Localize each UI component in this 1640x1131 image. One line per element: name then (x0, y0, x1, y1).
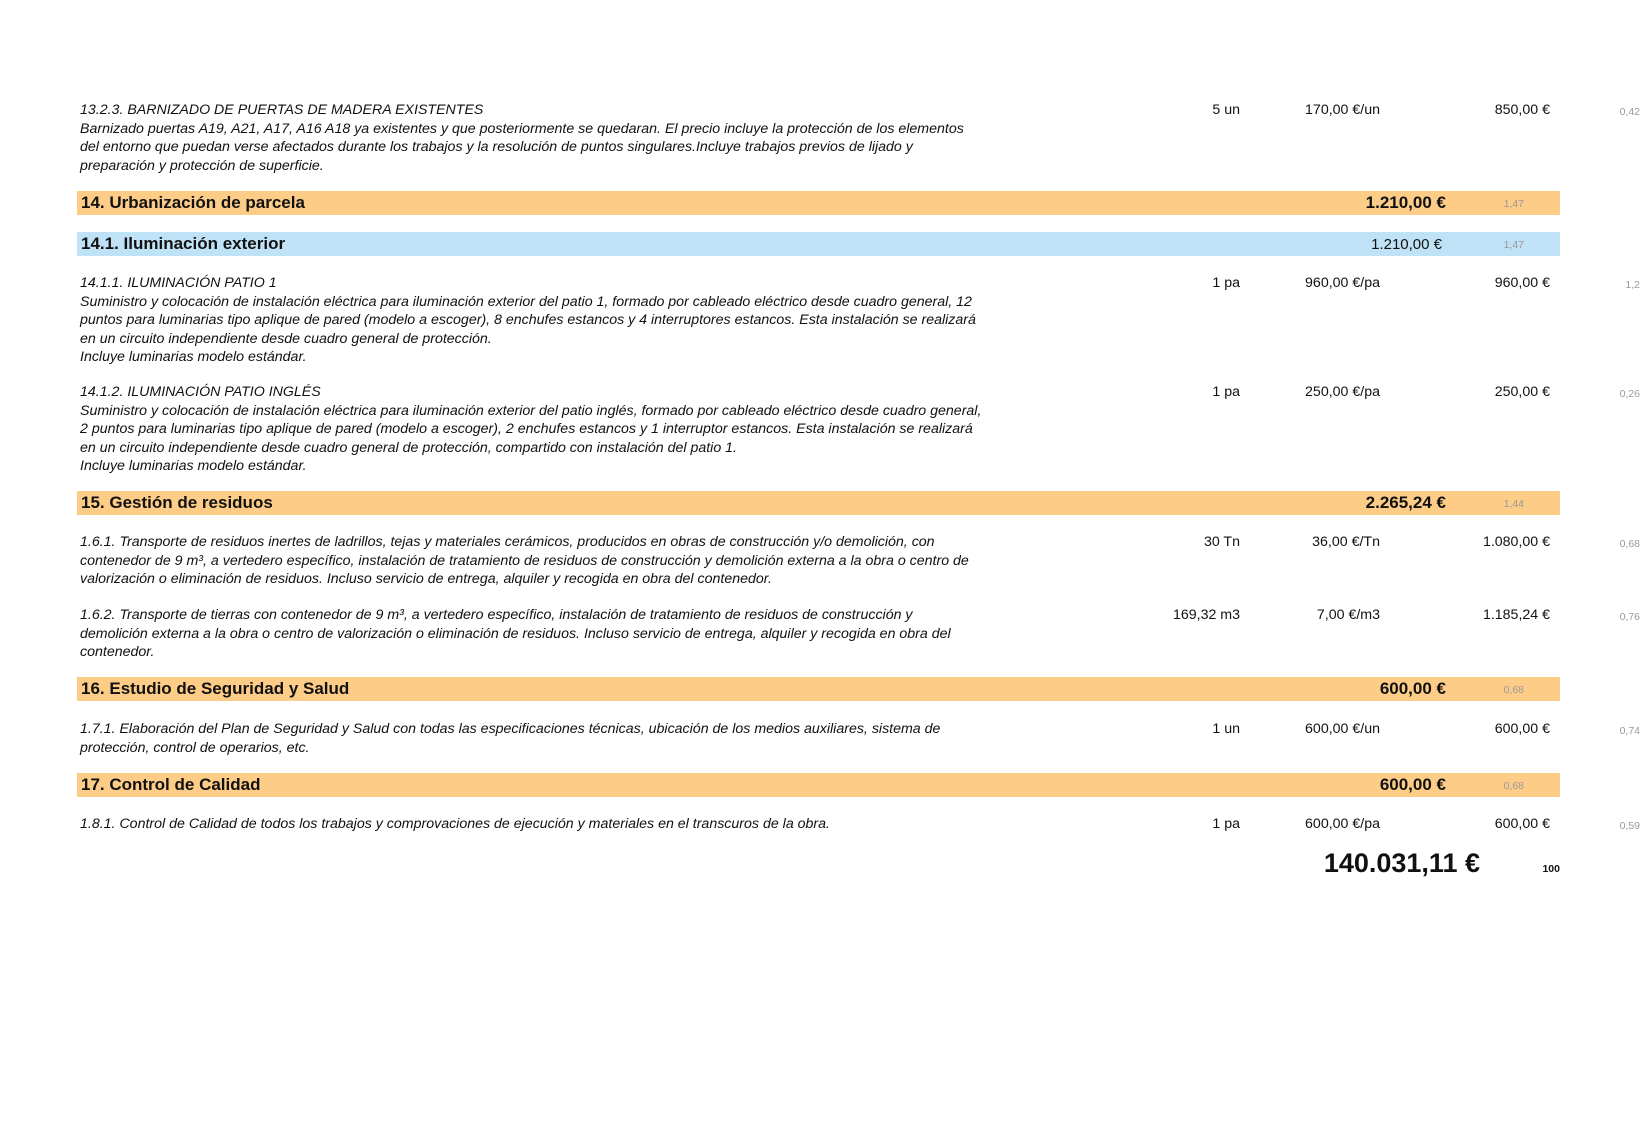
item-body: Suministro y colocación de instalación eléctrica para iluminación exterior del patio 1, formado por cableado eléctrico desde cuadro general, 12 puntos para luminarias tipo aplique de pared (modelo a escoger), 8 enchufes estancos y 4 interruptores estancos. Esta instalación se realizará en un circuito independiente desde cuadro general de protección. Incluye luminarias modelo estándar. (80, 293, 976, 365)
item-percent: 0,74 (1619, 725, 1640, 737)
budget-item (80, 606, 1640, 666)
budget-item (80, 274, 1640, 370)
item-amount: 850,00 € (1494, 102, 1550, 118)
item-unit-price: 170,00 €/un (1305, 102, 1380, 118)
item-quantity: 1 pa (1212, 816, 1240, 832)
section-percent: 1,44 (1503, 498, 1524, 510)
item-body: 1.6.1. Transporte de residuos inertes de ladrillos, tejas y materiales cerámicos, producidos en obras de construcción y/o demolición, con contenedor de 9 m³, a vertedero específico, instalación de tratamiento de residuos de construcción y demolición externa a la obra o centro de valorización o eliminación de residuos. Incluso servicio de entrega, alquiler y recogida en obra del contenedor. (80, 534, 969, 587)
subsection-band (77, 232, 1560, 256)
item-quantity: 30 Tn (1203, 534, 1240, 550)
item-title: 14.1.1. ILUMINACIÓN PATIO 1 (80, 275, 277, 291)
item-body: 1.6.2. Transporte de tierras con contenedor de 9 m³, a vertedero específico, instalación de tratamiento de residuos de construcción y demolición externa a la obra o centro de valorización o eliminación de residuos. Incluso servicio de entrega, alquiler y recogida en obra del contenedor. (80, 607, 951, 660)
subsection-total: 1.210,00 € (1371, 236, 1442, 253)
budget-item (80, 383, 1640, 479)
grand-total: 140.031,11 € (1323, 848, 1480, 878)
section-total: 2.265,24 € (1365, 493, 1446, 512)
item-amount: 960,00 € (1494, 275, 1550, 291)
section-title: 15. Gestión de residuos (81, 493, 273, 512)
budget-item (80, 533, 1640, 593)
budget-item (80, 815, 1640, 835)
item-percent: 0,26 (1619, 388, 1640, 400)
item-unit-price: 600,00 €/pa (1305, 816, 1380, 832)
item-description (80, 533, 1020, 589)
grand-total-percent: 100 (1542, 863, 1560, 875)
item-amount: 600,00 € (1494, 721, 1550, 737)
item-unit-price: 7,00 €/m3 (1316, 607, 1380, 623)
item-amount: 1.185,24 € (1482, 607, 1550, 623)
item-unit-price: 960,00 €/pa (1305, 275, 1380, 291)
item-title: 14.1.2. ILUMINACIÓN PATIO INGLÉS (80, 384, 321, 400)
item-unit-price: 600,00 €/un (1305, 721, 1380, 737)
item-quantity: 1 pa (1212, 384, 1240, 400)
section-total: 1.210,00 € (1365, 193, 1446, 212)
item-body: Suministro y colocación de instalación eléctrica para iluminación exterior del patio inglés, formado por cableado eléctrico desde cuadro general, 2 puntos para luminarias tipo aplique de pared (modelo a escoger), 2 enchufes estancos y 1 interruptor estancos. Esta instalación se realizará en un circuito independiente desde cuadro general de protección, compartido con instalación del patio 1. Incluye luminarias modelo estándar. (80, 402, 982, 474)
section-band (77, 773, 1560, 797)
subsection-percent: 1,47 (1503, 239, 1524, 251)
section-title: 14. Urbanización de parcela (81, 193, 305, 212)
section-percent: 0,68 (1503, 684, 1524, 696)
item-percent: 0,68 (1619, 538, 1640, 550)
item-description (80, 274, 1020, 367)
section-band (77, 677, 1560, 701)
item-unit-price: 36,00 €/Tn (1312, 534, 1380, 550)
budget-item (80, 101, 1640, 181)
section-total: 600,00 € (1379, 775, 1446, 794)
section-percent: 0,68 (1503, 780, 1524, 792)
item-amount: 250,00 € (1494, 384, 1550, 400)
item-description (80, 720, 1020, 757)
item-quantity: 169,32 m3 (1172, 607, 1240, 623)
subsection-title: 14.1. Iluminación exterior (81, 234, 286, 253)
item-percent: 0,76 (1619, 611, 1640, 623)
item-body: 1.7.1. Elaboración del Plan de Seguridad y Salud con todas las especificaciones técnicas, ubicación de los medios auxiliares, sistema de protección, control de operarios, etc. (80, 721, 941, 756)
item-percent: 0,42 (1619, 106, 1640, 118)
item-body: Barnizado puertas A19, A21, A17, A16 A18 ya existentes y que posteriormente se quedaran. El precio incluye la protección de los elementos del entorno que puedan verse afectados durante los trabajos y la resolución de puntos singulares.Incluye trabajos previos de lijado y preparación y protección de superficie. (80, 120, 964, 174)
item-body: 1.8.1. Control de Calidad de todos los trabajos y comprovaciones de ejecución y materiales en el transcuros de la obra. (80, 816, 830, 832)
section-title: 17. Control de Calidad (81, 775, 261, 794)
item-quantity: 1 pa (1212, 275, 1240, 291)
item-title: 13.2.3. BARNIZADO DE PUERTAS DE MADERA EXISTENTES (80, 102, 484, 118)
section-band (77, 491, 1560, 515)
item-quantity: 1 un (1212, 721, 1240, 737)
section-percent: 1,47 (1503, 198, 1524, 210)
item-description (80, 815, 1040, 834)
item-description (80, 383, 1020, 476)
item-description (80, 606, 1020, 662)
budget-item (80, 720, 1640, 760)
section-band (77, 191, 1560, 215)
item-amount: 1.080,00 € (1482, 534, 1550, 550)
item-percent: 1,2 (1625, 279, 1640, 291)
section-title: 16. Estudio de Seguridad y Salud (81, 679, 350, 698)
item-amount: 600,00 € (1494, 816, 1550, 832)
item-quantity: 5 un (1212, 102, 1240, 118)
item-percent: 0,59 (1619, 820, 1640, 832)
item-unit-price: 250,00 €/pa (1305, 384, 1380, 400)
item-description (80, 101, 1020, 175)
section-total: 600,00 € (1379, 679, 1446, 698)
